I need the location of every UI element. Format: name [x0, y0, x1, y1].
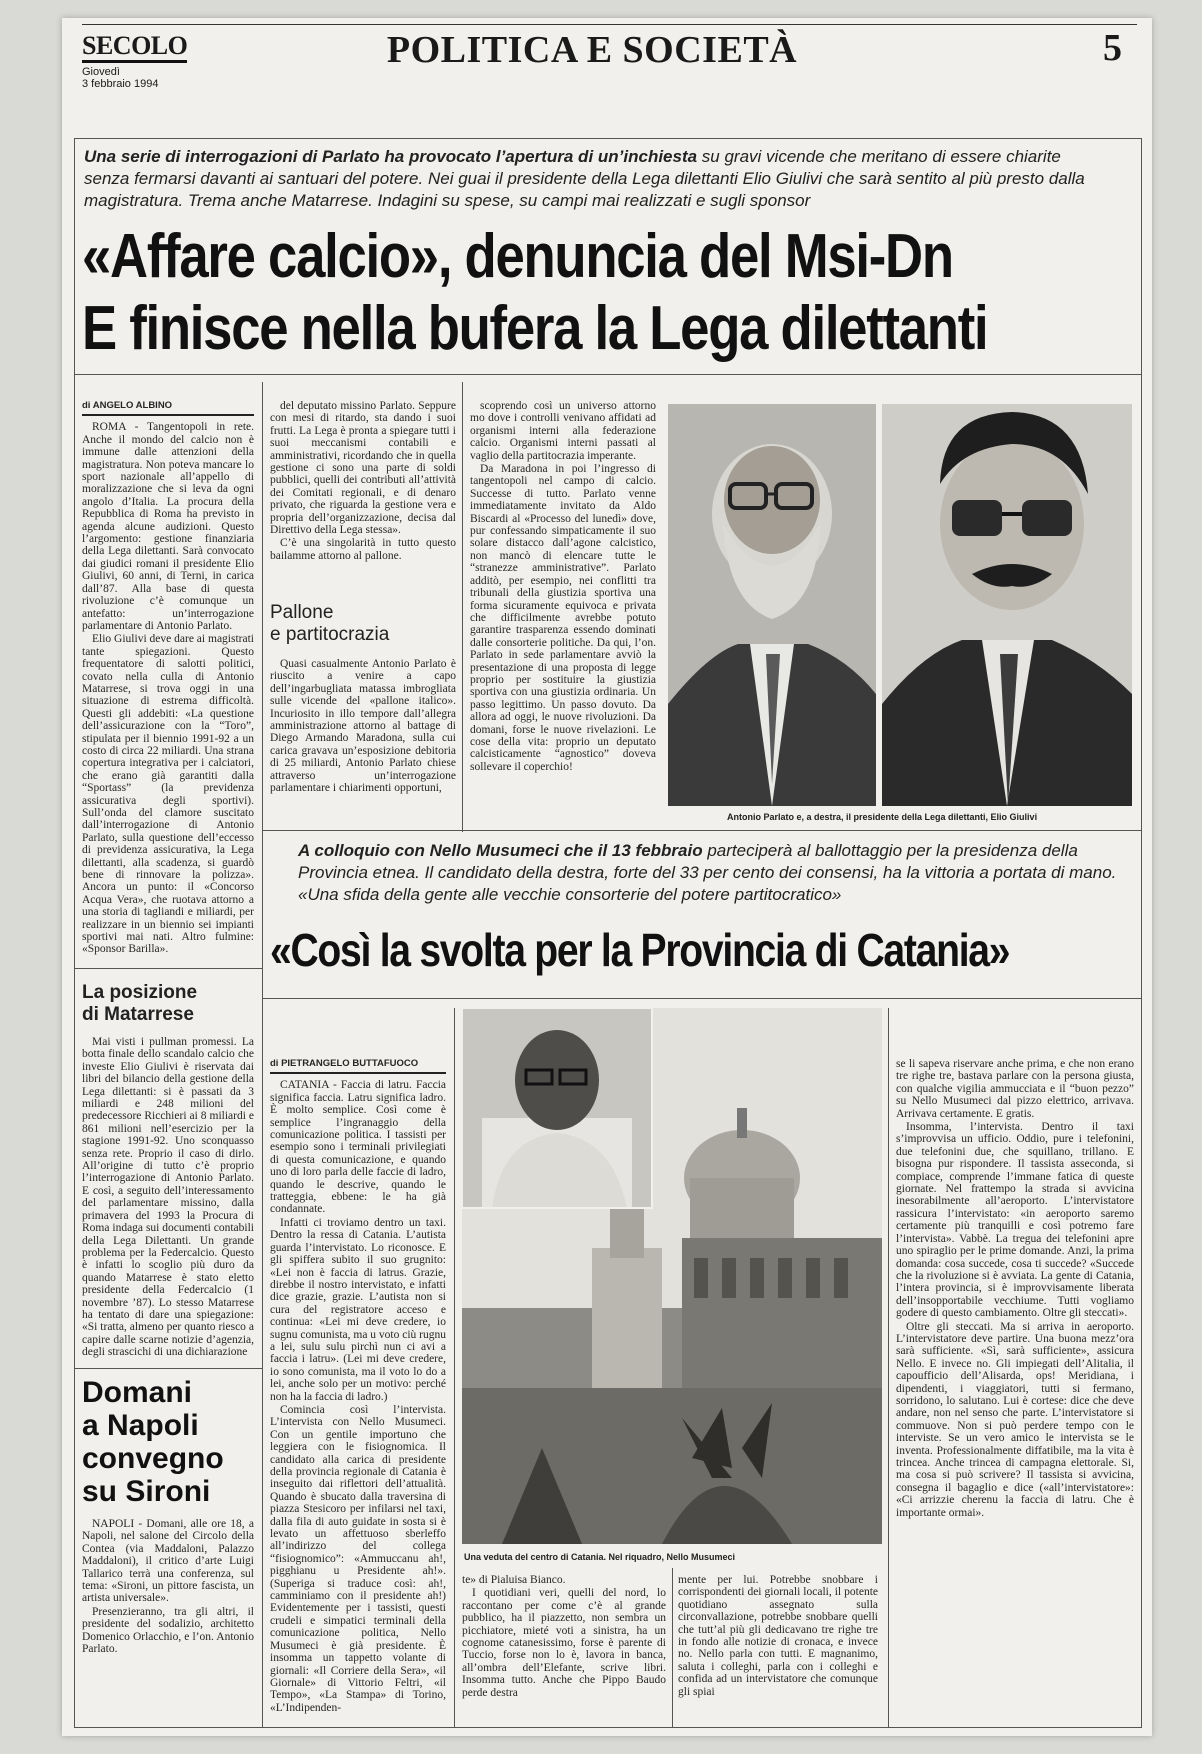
article1-column-2 [270, 400, 456, 562]
portrait-giulivi-image [882, 404, 1132, 806]
article2-paragraph: Oltre gli steccati. Ma si arriva in aeroporto. L’intervistatore deve partire. Una buona mezz’ora sarà sufficiente. «Sì, sarà sufficiente», assicura Nello. E invece no. Gli impiegati dell’Alitalia, il capoufficio dell’Alisarda, ops! Meridiana, i dipendenti, i viaggiatori, tutti si fermano, sorridono, lo salutano. Lui è cortese: dice che deve andare, non nel senso che parte. L’intervistatore si commuove. Non si può perdere tempo con le interviste. Se un vero amico le intervista se le inventa. Professionalmente diffatibile, ma la vita è trincea. Anche trincea di campagna elettorale. Si, ma cosa si può scrivere? Il tassista si avvicina, consegna il bagaglio e dice («all’intervistatore»: «Ci arrizzie cherenu la faccia di latru. Che è importante ormai». [896, 1320, 1134, 1519]
headline-rule [262, 998, 1142, 999]
column-rule [462, 382, 463, 832]
article2-paragraph: Infatti ci troviamo dentro un taxi. Dentro la ressa di Catania. L’autista guarda l’intervistato. Lo riconosce. E gli spiffera subito il suo grugnito: «Lei non è faccia di latrus. Grazie, direbbe il nostro intervistato, e infatti dice grazie, grazie. L’autista non si cura del registratore acceso e continua: «Lei mi deve credere, io sugnu comunista, ma u voto ciù rugnu a lei, sulu sulu pirchì nun ci avi a faccia i latru». (Lei mi deve credere, io sono comunista, ma il voto lo do a lei, anche solo per un motivo: perché non ha la faccia di ladro.) [270, 1216, 446, 1403]
sidebar-headline-line: Domani [82, 1376, 193, 1409]
page-number: 5 [1103, 27, 1122, 69]
article1-headline-line2: E finisce nella bufera la Lega dilettanti [82, 294, 988, 363]
article1-paragraph: C’è una singolarità in tutto questo bailamme attorno al pallone. [270, 537, 456, 562]
article1-paragraph: Da Maradona in poi l’ingresso di tangentopoli nel campo di calcio. Successe di tutto. Parlato venne immediatamente invitato da Aldo Biscardi al «Processo del lunedì» dove, pur confessando simpaticamente il suo solare distacco dall’agone calcistico, non mancò di elencare tutte le “stranezze amministrative”. Parlato additò, per esempio, nei conflitti tra tribunali della giustizia sportiva una forma sicuramente equivoca e privata che difficilmente avrebbe potuto garantire trasparenza essendo dominati dalle consorterie politiche. Da qui, l’on. Parlato in sede parlamentare avviò la presentazione di una proposta di legge proprio per sostituire la giustizia sportiva con una giustizia ordinaria. Un passo legittimo. Un passo dovuto. Da allora ad oggi, le nuove rivoluzioni. Da domani, forse le nuove rivelazioni. Le cose della vita: proprio un deputato calcisticamente “agnostico” doveva sollevare il coperchio! [470, 463, 656, 773]
sidebar-headline-line: su Sironi [82, 1475, 211, 1508]
column-rule [888, 1008, 889, 1728]
sidebar-rule [74, 968, 262, 969]
date: 3 febbraio 1994 [82, 78, 159, 90]
article2-paragraph: mente per lui. Potrebbe snobbare i corrispondenti dei giornali locali, il potente quotidiano assegnato sulla circonvallazione, potrebbe snobbare quelli che tutt’al più gli dedicavano tre righe tre in fondo alle notizie di cronaca, e invece no. Nello parla con tutti. E magnanimo, saluta i colleghi, parla con i colleghi e confida ad un intervistatore che comunque gli spiai [678, 1574, 878, 1698]
article2-paragraph: I quotidiani veri, quelli del nord, lo raccontano per come c’è al grande pubblico, ha il piazzetto, non sembra un picchiatore, mieté voti a sinistra, ha un cognome catanesissimo, forse è parente di Tuccio, forse non lo è, lavora in banca, all’ombra dell’Elefante, scrive libri. Insomma tutto. Anche che Pippo Baudo perde destra [462, 1587, 666, 1699]
article1-kicker [84, 146, 1094, 212]
subheading-line: La posizione [82, 982, 198, 1003]
photo-elio-giulivi [882, 404, 1132, 806]
article2-paragraph: CATANIA - Faccia di latru. Faccia significa faccia. Latru significa ladro. È molto semplice. Così come è semplice l’ingranaggio della comunicazione politica. I tassisti per esempio sono i terminali privilegiati di questa comunicazione, e quando uno di loro parla delle faccie di ladro, quando le descrive, quando le tratteggia, ebbene: le ha già condannate. [270, 1079, 446, 1216]
column-rule [454, 1008, 455, 1728]
article1-byline: di ANGELO ALBINO [82, 400, 254, 416]
photo-antonio-parlato [668, 404, 876, 806]
article2-kicker [298, 840, 1134, 906]
sidebar-paragraph: Presenzieranno, tra gli altri, il presidente del sodalizio, architetto Domenico Orlacchio, e l’on. Antonio Parlato. [82, 1605, 254, 1656]
subheading-pallone [270, 602, 389, 646]
sidebar-headline [82, 1376, 224, 1508]
article2-paragraph: te» di Pialuisa Bianco. [462, 1574, 566, 1586]
article2-column-2 [462, 1574, 666, 1714]
top-rule [82, 24, 1137, 25]
subheading-line: e partitocrazia [270, 624, 390, 645]
article2-column-4 [896, 1058, 1134, 1718]
article1-paragraph: ROMA - Tangentopoli in rete. Anche il mondo del calcio non è immune dalle attenzioni della magistratura. Non poteva mancare lo sport nazionale all’appello di moralizzazione che si leva da ogni angolo d’Italia. La procura della Repubblica di Roma ha previsto in agenda alcune audizioni. Questo l’argomento: gestione finanziaria della Lega dilettanti. Sarà convocato dai giudici romani il presidente Elio Giulivi, 60 anni, di Terni, in carica dall’87. Alla base di questa rivoluzione c’è comunque un antefatto: un’interrogazione parlamentare di Antonio Parlato. [82, 421, 254, 632]
newspaper-page [62, 18, 1152, 1736]
article1-matarrese-column [82, 1036, 254, 1362]
article1-headline-line1: «Affare calcio», denuncia del Msi-Dn [82, 222, 953, 291]
article2-paragraph: Insomma, l’intervista. Dentro il taxi s’improvvisa un ufficio. Oddio, pure i telefonini, due telefonini due, che squillano, trillano. E bisogna pur rispondere. Il tassista asseconda, si compiace, comprende l’immane fatica di queste giornate. Nel frattempo la strada si avvicina inesorabilmente all’aeroporto. L’intervistatore rassicura l’intervistato: «in aeroporto saremo certamente più tranquilli e così potremo fare l’intervista». Vabbè. La tregua dei telefonini apre uno spiraglio per le prime domande. Anzi, la prima domanda: cosa succede, cosa ti succede? «Succede che la rivoluzione si è avviata. La gente di Catania, l’intera provincia, si è improvvisamente liberata dell’insopportabile vecchiume. Tutti vogliamo godere di questo cambiamento. Oltre gli steccati». [896, 1121, 1134, 1320]
article1-column-3 [470, 400, 656, 830]
sidebar-paragraph: NAPOLI - Domani, alle ore 18, a Napoli, nel salone del Circolo della Contea (via Maddaloni, Palazzo Maddaloni), il critico d’arte Luigi Tallarico terrà una conferenza, sul tema: «Sironi, un pittore fascista, un artista universale». [82, 1518, 254, 1605]
photo-catania [462, 1008, 882, 1544]
article2-photo-caption: Una veduta del centro di Catania. Nel riquadro, Nello Musumeci [464, 1552, 736, 1562]
day: Giovedì [82, 66, 120, 78]
section-rule [262, 830, 1142, 831]
headline-rule [74, 374, 1142, 375]
section-title: POLITICA E SOCIETÀ [386, 29, 798, 71]
sidebar-rule [74, 1368, 262, 1369]
article1-paragraph: Elio Giulivi deve dare ai magistrati tante spiegazioni. Questo frequentatore di salotti politici, covato nella culla di Antonio Matarrese, si trova oggi in una situazione di estrema difficoltà. Questi gli addebiti: «La questione dell’assicurazione con la “Toro”, stipulata per il biennio 1991-92 a un costo di circa 22 miliardi. Una strana copertura integrativa per i calciatori, che erano già garantiti dalla “Sportass” (la previdenza assicurativa degli sportivi). Sull’onda del clamore suscitato dall’interrogazione di Antonio Parlato, sulla questione dell’eccesso di previdenza assicurativa, la Lega dilettanti, alla scadenza, si guardò bene di rinnovare la polizza». Ancora un punto: il «Concorso Acqua Vera», che ruotava attorno a una storia di tagliandi e miliardi, per realizzare in un biennio sei impianti sportivi mai nati. Altro fulmine: «Sponsor Barilla». [82, 633, 254, 956]
article2-byline: di PIETRANGELO BUTTAFUOCO [270, 1058, 446, 1074]
sidebar-headline-line: convegno [82, 1442, 224, 1475]
column-rule [672, 1568, 673, 1728]
sidebar-text [82, 1518, 254, 1714]
portrait-parlato-image [668, 404, 876, 806]
article1-kicker-bold: Una serie di interrogazioni di Parlato ha provocato l’apertura di un’inchiesta [84, 147, 698, 166]
column-rule [262, 830, 263, 1728]
newspaper-logo: SECOLO [82, 32, 187, 63]
subheading-matarrese [82, 982, 197, 1026]
article1-kicker-rest: su gravi vicende che meritano di essere chiarite senza fermarsi davanti ai santuari del potere. Nei guai il presidente della Lega dilettanti Elio Giulivi che sarà sentito al più presto dalla magistratura. Trema anche Matarrese. Indagini su spese, su campi mai realizzati e sugli sponsor [84, 147, 1085, 210]
dateline [82, 66, 158, 90]
article1-photo-caption: Antonio Parlato e, a destra, il presidente della Lega dilettanti, Elio Giulivi [727, 812, 1038, 822]
article1-paragraph: Mai visti i pullman promessi. La botta finale dello scandalo calcio che investe Elio Giulivi è riservata dai libri del bilancio della gestione della Lega dilettanti: si è passati da 3 miliardi e 248 milioni del predecessore Ricchieri ai 8 miliardi e 861 milioni nell’esercizio per la stagione 1991-92. Uno sconquasso senza rete. Proprio il caso di dirlo. All’origine di tutto c’è proprio l’interrogazione di Antonio Parlato. E così, a seguito dell’interessamento del parlamentare missino, dalla primavera del 1993 la Procura di Roma indaga sui documenti contabili della Lega Dilettanti. Un grande problema per la Federcalcio. Questo è infatti lo scoglio più duro da quando Matarrese è stato eletto presidente della Federcalcio (1 novembre ’87). Lo stesso Matarrese ha tentato di dare una spiegazione: «Si tratta, almeno per quanto riesco a capire dalle scarne notizie d’agenzia, degli strascichi di una dichiarazione [82, 1036, 254, 1359]
article2-paragraph: se li sapeva riservare anche prima, e che non erano tre righe tre, bastava parlare con la persona giusta, con qualche vigilia ammucciata e il “buon pezzo” su Nello Musumeci dal pizzo elettrico, arrivava. Arrivava certamente. E gratis. [896, 1058, 1134, 1120]
article2-headline: «Così la svolta per la Provincia di Catania» [270, 924, 1010, 976]
subheading-line: Pallone [270, 602, 334, 623]
article1-paragraph: del deputato missino Parlato. Seppure con mesi di ritardo, sta dando i suoi frutti. La Lega è pronta a spiegare tutti i suoi meccanismi contabili e amministrativi, ricordando che in quella gestione ci sono una parte di soldi pubblici, quelli dei contributi all’attività dei Comitati regionali, e di denaro privato, che riguarda la gestione vera e propria dell’organizzazione, decisa dal Direttivo della Lega stessa». [270, 400, 456, 537]
article1-column-1 [82, 400, 254, 956]
article2-paragraph: Comincia così l’intervista. L’intervista con Nello Musumeci. Con un gentile importuno che leggiera con le fisiognomica. Il candidato alla carica di presidente della provincia regionale di Catania è inseguito dai riflettori dell’attualità. Quando è sbucato dalla traversina di piazza Stesicoro per infilarsi nel taxi, dalla fila di auto guidate in sosta si è levato un affettuoso sberleffo all’indirizzo del collega “fisiognomico”: «Ammuccanu ah!, pigghianu u Presidente ah!». (Superiga si traduce così: ah!, camminiamo con il presidente ah!) Evidentemente per i tassisti, questi crudeli e simpatici terminali della comunicazione politica, Nello Musumeci è già presidente. È insomma un tappetto volante di giornali: «Il Corriere della Sera», «il Giornale» di Vittorio Feltri, «il Tempo», «La Stampa» di Torino, «L’Indipenden- [270, 1403, 446, 1714]
article1-paragraph: Quasi casualmente Antonio Parlato è riuscito a venire a capo dell’ingarbugliata matassa imbrogliata sulle vicende del «pallone italico». Incuriosito in illo tempore dall’allegra amministrazione attorno al battage di Diego Armando Maradona, sulla cui carica gravava un’esposizione debitoria di 25 miliardi, Antonio Parlato chiese attraverso un’interrogazione parlamentare i chiarimenti opportuni, [270, 658, 456, 795]
article2-column-1 [270, 1058, 446, 1718]
article2-kicker-rest: parteciperà al ballottaggio per la presidenza della Provincia etnea. Il candidato della destra, forte del 33 per cento dei consensi, ha la vittoria a portata di mano. «Una sfida della gente alle vecchie consorterie del potere partitocratico» [298, 841, 1117, 904]
article2-column-3 [678, 1574, 878, 1714]
article2-kicker-bold: A colloquio con Nello Musumeci che il 13 febbraio [298, 841, 703, 860]
catania-cityscape-image [462, 1008, 882, 1544]
subheading-line: di Matarrese [82, 1004, 194, 1025]
article1-paragraph: scoprendo così un universo attorno mo dove i controlli venivano affidati ad organismi interni alla federazione calcio. Organismi interni passati al vaglio della partitocrazia imperante. [470, 400, 656, 462]
sidebar-headline-line: a Napoli [82, 1409, 199, 1442]
article1-column-2-cont [270, 658, 456, 826]
